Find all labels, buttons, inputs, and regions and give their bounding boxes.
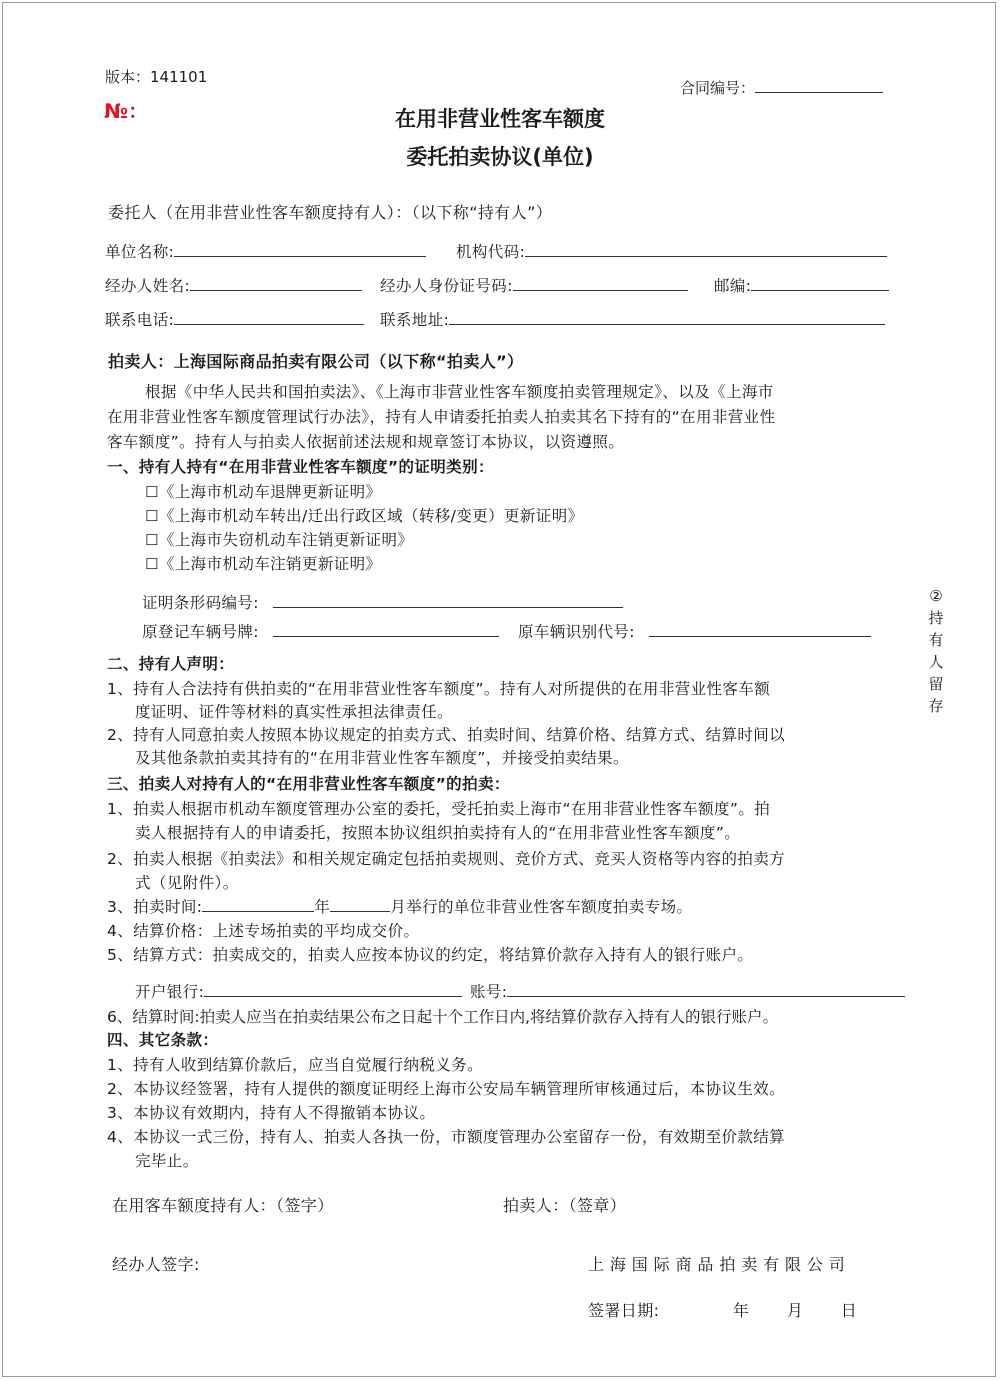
cert-option-3[interactable]: [145, 528, 413, 550]
checkbox[interactable]: ☐: [145, 507, 159, 525]
agent-name-line[interactable]: [190, 274, 362, 291]
sign-day-label: 日: [840, 1301, 858, 1320]
cert-option-label: 《上海市机动车转出/迁出行政区域（转移/变更）更新证明》: [158, 507, 584, 525]
sign-year-label: 年: [732, 1301, 750, 1320]
section3-item-3[interactable]: [107, 895, 692, 917]
intro-line-3: 客车额度”。持有人与拍卖人依据前述法规和规章签订本协议，以资遵照。: [107, 433, 625, 451]
agent-id-line[interactable]: [513, 274, 688, 291]
section2-item-1-line-1: 1、持有人合法持有供拍卖的“在用非营业性客车额度”。持有人对所提供的在用非营业性客车额: [107, 680, 771, 698]
holder-signature-label[interactable]: 在用客车额度持有人：（签字）: [112, 1196, 334, 1215]
auction-time-label: 3、拍卖时间:: [107, 898, 203, 916]
auction-time-suffix: 月举行的单位非营业性客车额度拍卖专场。: [390, 898, 693, 916]
section3-heading: 三、拍卖人对持有人的“在用非营业性客车额度”的拍卖：: [107, 775, 510, 793]
section3-item-1-line-2: 卖人根据持有人的申请委托，按照本协议组织拍卖持有人的“在用非营业性客车额度”。: [135, 824, 741, 842]
section4-item-1: 1、持有人收到结算价款后，应当自觉履行纳税义务。: [107, 1056, 483, 1074]
side-note-holder-copy: ②持有人留存: [928, 587, 944, 715]
section4-item-3: 3、本协议有效期内，持有人不得撤销本协议。: [107, 1104, 436, 1122]
cert-option-label: 《上海市机动车退牌更新证明》: [158, 483, 382, 501]
address-line[interactable]: [449, 308, 885, 325]
title-line-1: 在用非营业性客车额度: [395, 107, 605, 131]
section1-heading: 一、持有人持有“在用非营业性客车额度”的证明类别：: [107, 458, 494, 476]
agent-name-field[interactable]: [105, 274, 362, 296]
section2-item-2-line-2: 及其他条款拍卖其持有的“在用非营业性客车额度”，并接受拍卖结果。: [135, 749, 629, 767]
section4-item-2: 2、本协议经签署，持有人提供的额度证明经上海市公安局车辆管理所审核通过后，本协议生效。: [107, 1080, 786, 1098]
agent-name-label: 经办人姓名:: [105, 277, 191, 295]
bank-field[interactable]: [135, 980, 462, 1002]
company-name: 上 海 国 际 商 品 拍 卖 有 限 公 司: [588, 1255, 846, 1274]
sign-month-label: 月: [786, 1301, 804, 1320]
account-label: 账号:: [470, 983, 508, 1001]
auction-year-line[interactable]: [202, 895, 314, 912]
checkbox[interactable]: ☐: [145, 483, 159, 501]
contract-number-line[interactable]: [755, 76, 883, 93]
vin-field[interactable]: [518, 620, 871, 642]
bank-label: 开户银行:: [135, 983, 205, 1001]
section2-item-1-line-2: 度证明、证件等材料的真实性承担法律责任。: [135, 703, 454, 721]
section3-item-2-line-1: 2、拍卖人根据《拍卖法》和相关规定确定包括拍卖规则、竞价方式、竞买人资格等内容的拍卖方: [107, 850, 786, 868]
vin-line[interactable]: [649, 620, 871, 637]
plate-label: 原登记车辆号牌:: [142, 623, 259, 641]
section3-item-2-line-2: 式（见附件）。: [135, 874, 239, 892]
section4-item-4-line-2: 完毕止。: [135, 1152, 199, 1170]
cert-option-label: 《上海市失窃机动车注销更新证明》: [158, 531, 414, 549]
checkbox[interactable]: ☐: [145, 531, 159, 549]
unit-name-line[interactable]: [174, 240, 426, 257]
contract-number-field[interactable]: [680, 76, 883, 98]
contract-number-label: 合同编号：: [680, 79, 756, 97]
org-code-label: 机构代码:: [456, 243, 526, 261]
postcode-field[interactable]: [714, 274, 889, 296]
account-line[interactable]: [507, 980, 905, 997]
cert-option-1[interactable]: [145, 480, 381, 502]
unit-name-field[interactable]: [105, 240, 426, 262]
barcode-label: 证明条形码编号:: [142, 594, 259, 612]
sign-date-label: 签署日期:: [588, 1301, 660, 1320]
cert-option-label: 《上海市机动车注销更新证明》: [158, 555, 382, 573]
version-label: 版本：141101: [105, 68, 208, 86]
checkbox[interactable]: ☐: [145, 555, 159, 573]
section2-heading: 二、持有人声明：: [107, 655, 235, 673]
number-mark: №：: [104, 99, 149, 123]
agent-id-label: 经办人身份证号码:: [380, 277, 513, 295]
agent-signature-label[interactable]: 经办人签字:: [112, 1255, 200, 1274]
intro-line-2: 在用非营业性客车额度管理试行办法》，持有人申请委托拍卖人拍卖其名下持有的“在用非营业性: [107, 408, 776, 426]
org-code-field[interactable]: [456, 240, 887, 262]
intro-line-1: 根据《中华人民共和国拍卖法》、《上海市非营业性客车额度拍卖管理规定》、以及《上海市: [145, 383, 774, 401]
section2-item-2-line-1: 2、持有人同意拍卖人按照本协议规定的拍卖方式、拍卖时间、结算价格、结算方式、结算时间以: [107, 726, 786, 744]
org-code-line[interactable]: [525, 240, 887, 257]
cert-option-2[interactable]: [145, 504, 584, 526]
address-label: 联系地址:: [380, 311, 450, 329]
section3-item-1-line-1: 1、拍卖人根据市机动车额度管理办公室的委托，受托拍卖上海市“在用非营业性客车额度”。拍: [107, 800, 771, 818]
address-field[interactable]: [380, 308, 885, 330]
section3-item-5: 5、结算方式：拍卖成交的，拍卖人应按本协议的约定，将结算价款存入持有人的银行账户。: [107, 946, 754, 964]
sign-date-field[interactable]: [588, 1298, 857, 1321]
section3-item-6: 6、结算时间:拍卖人应当在拍卖结果公布之日起十个工作日内,将结算价款存入持有人的银行账户。: [107, 1008, 779, 1026]
vin-label: 原车辆识别代号:: [518, 623, 635, 641]
barcode-field[interactable]: [142, 591, 623, 613]
postcode-label: 邮编:: [714, 277, 752, 295]
barcode-line[interactable]: [273, 591, 623, 608]
section3-item-4: 4、结算价格：上述专场拍卖的平均成交价。: [107, 922, 420, 940]
section4-item-4-line-1: 4、本协议一式三份，持有人、拍卖人各执一份，市额度管理办公室留存一份，有效期至价款结算: [107, 1128, 786, 1146]
bank-line[interactable]: [204, 980, 462, 997]
phone-label: 联系电话:: [105, 311, 175, 329]
title-line-2: 委托拍卖协议(单位): [406, 145, 594, 169]
auction-month-line[interactable]: [330, 895, 390, 912]
phone-line[interactable]: [174, 308, 364, 325]
unit-name-label: 单位名称:: [105, 243, 175, 261]
year-label: 年: [314, 898, 331, 916]
agent-id-field[interactable]: [380, 274, 688, 296]
auctioneer-heading: 拍卖人：上海国际商品拍卖有限公司（以下称“拍卖人”）: [108, 352, 524, 371]
phone-field[interactable]: [105, 308, 364, 330]
section4-heading: 四、其它条款：: [107, 1031, 219, 1049]
plate-line[interactable]: [273, 620, 499, 637]
auctioneer-seal-label[interactable]: 拍卖人：（签章）: [503, 1196, 627, 1215]
account-field[interactable]: [470, 980, 905, 1002]
cert-option-4[interactable]: [145, 552, 381, 574]
postcode-line[interactable]: [751, 274, 889, 291]
principal-heading: 委托人（在用非营业性客车额度持有人）：（以下称“持有人”）: [108, 203, 553, 222]
plate-field[interactable]: [142, 620, 499, 642]
